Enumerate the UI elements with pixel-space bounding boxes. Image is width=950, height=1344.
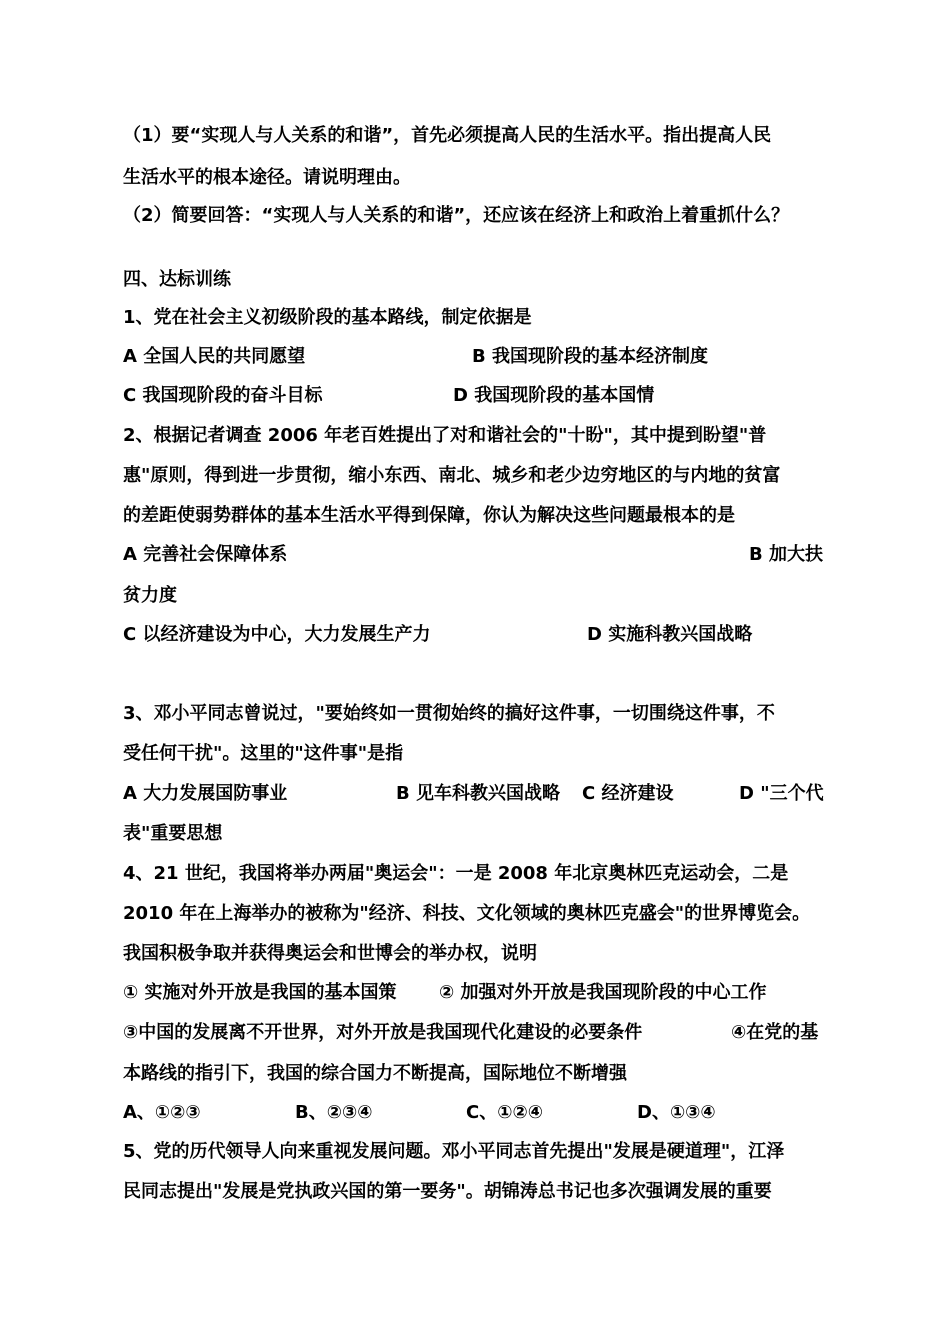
- q5-stem-line2: 民同志提出"发展是党执政兴国的第一要务"。胡锦涛总书记也多次强调发展的重要: [123, 1181, 772, 1202]
- q4-stem-line2: 2010 年在上海举办的被称为"经济、科技、文化领域的奥林匹克盛会"的世界博览会。: [123, 903, 811, 924]
- q3-option-d-continued: 表"重要思想: [123, 823, 223, 844]
- q4-stem-line3: 我国积极争取并获得奥运会和世博会的举办权，说明: [123, 943, 537, 964]
- q2-option-b: B 加大扶: [749, 544, 823, 565]
- q2-stem-line1: 2、根据记者调查 2006 年老百姓提出了对和谐社会的"十盼"，其中提到盼望"普: [123, 425, 767, 446]
- q4-option-a: A、①②③: [123, 1102, 201, 1123]
- q1-option-d: D 我国现阶段的基本国情: [453, 385, 655, 406]
- q1-option-c: C 我国现阶段的奋斗目标: [123, 385, 323, 406]
- q4-option-c: C、①②④: [466, 1102, 543, 1123]
- q3-option-d: D "三个代: [739, 783, 824, 804]
- q5-stem-line1: 5、党的历代领导人向来重视发展问题。邓小平同志首先提出"发展是硬道理"，江泽: [123, 1141, 785, 1162]
- q1-option-b: B 我国现阶段的基本经济制度: [472, 346, 708, 367]
- q2-stem-line2: 惠"原则，得到进一步贯彻，缩小东西、南北、城乡和老少边穷地区的与内地的贫富: [123, 465, 781, 486]
- q3-option-b: B 见车科教兴国战略: [396, 783, 560, 804]
- q3-option-c: C 经济建设: [582, 783, 674, 804]
- q4-option-d: D、①③④: [637, 1102, 716, 1123]
- q4-stem-line1: 4、21 世纪，我国将举办两届"奥运会"：一是 2008 年北京奥林匹克运动会，二是: [123, 863, 789, 884]
- q2-option-a: A 完善社会保障体系: [123, 544, 288, 565]
- q4-statement-1: ① 实施对外开放是我国的基本国策: [123, 982, 397, 1003]
- q3-option-a: A 大力发展国防事业: [123, 783, 288, 804]
- q4-statement-4-continued: 本路线的指引下，我国的综合国力不断提高，国际地位不断增强: [123, 1063, 627, 1084]
- q3-stem-line2: 受任何干扰"。这里的"这件事"是指: [123, 743, 404, 764]
- q2-option-b-continued: 贫力度: [123, 585, 177, 606]
- question-part1-line1: （1）要“实现人与人关系的和谐”，首先必须提高人民的生活水平。指出提高人民: [123, 125, 772, 146]
- question-part1-line2: 生活水平的根本途径。请说明理由。: [123, 167, 411, 188]
- q1-option-a: A 全国人民的共同愿望: [123, 346, 306, 367]
- q4-statement-2: ② 加强对外开放是我国现阶段的中心工作: [439, 982, 767, 1003]
- q4-statement-3: ③中国的发展离不开世界，对外开放是我国现代化建设的必要条件: [123, 1022, 643, 1043]
- question-part2: （2）简要回答：“实现人与人关系的和谐”，还应该在经济上和政治上着重抓什么？: [123, 205, 790, 226]
- q4-statement-4: ④在党的基: [731, 1022, 819, 1043]
- q4-option-b: B、②③④: [295, 1102, 373, 1123]
- q1-stem: 1、党在社会主义初级阶段的基本路线，制定依据是: [123, 307, 532, 328]
- q2-option-d: D 实施科教兴国战略: [587, 624, 753, 645]
- q2-stem-line3: 的差距使弱势群体的基本生活水平得到保障，你认为解决这些问题最根本的是: [123, 505, 735, 526]
- q2-option-c: C 以经济建设为中心，大力发展生产力: [123, 624, 431, 645]
- q3-stem-line1: 3、邓小平同志曾说过，"要始终如一贯彻始终的搞好这件事，一切围绕这件事，不: [123, 703, 775, 724]
- section-heading: 四、达标训练: [123, 269, 231, 290]
